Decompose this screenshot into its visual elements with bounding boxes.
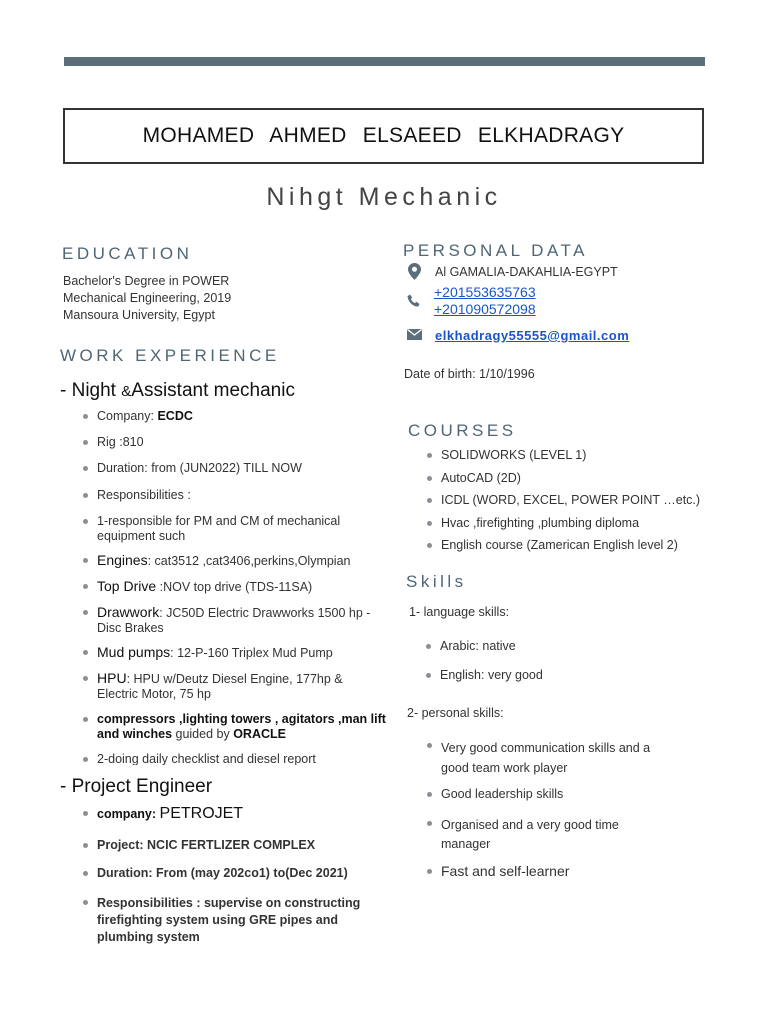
course-item: ICDL (WORD, EXCEL, POWER POINT …etc.) — [425, 493, 725, 508]
location-pin-icon — [403, 263, 425, 280]
course-item: SOLIDWORKS (LEVEL 1) — [425, 448, 725, 463]
job1-title-night: Night — [71, 380, 122, 401]
equipment-list: compressors ,lighting towers , agitators ,man lift and winches — [97, 712, 386, 741]
list-item: 2-doing daily checklist and diesel report — [81, 752, 396, 765]
list-item: 1-responsible for PM and CM of mechanical equipment such — [81, 514, 361, 544]
skill-item: Organised and a very good time manager — [425, 816, 655, 854]
course-item: English course (Zamerican English level 2) — [425, 538, 725, 553]
guided-by: guided by — [172, 727, 234, 741]
address-row — [403, 263, 618, 280]
courses-heading: COURSES — [408, 421, 517, 440]
label: Company: — [97, 409, 158, 423]
job2-dash: - — [60, 776, 72, 797]
course-item: AutoCAD (2D) — [425, 471, 725, 486]
list-item — [81, 605, 381, 636]
course-item: Hvac ,firefighting ,plumbing diploma — [425, 516, 725, 531]
list-item: Duration: From (may 202co1) to(Dec 2021) — [81, 866, 381, 881]
name-box — [63, 108, 704, 164]
job1-amp: & — [121, 383, 132, 400]
phone-link-2[interactable]: +201090572098 — [434, 301, 536, 317]
job1-title-role: Assistant mechanic — [131, 380, 295, 401]
job-title: Nihgt Mechanic — [266, 183, 502, 211]
courses-list — [425, 448, 725, 553]
list-item — [81, 645, 396, 661]
envelope-icon — [403, 329, 425, 340]
drawwork-label: Drawwork — [97, 604, 160, 620]
hpu-label: HPU — [97, 670, 127, 686]
list-item: Responsibilities : — [81, 488, 396, 503]
company-name: PETROJET — [159, 805, 244, 822]
list-item — [81, 553, 396, 569]
email-link[interactable]: elkhadragy55555@gmail.com — [435, 328, 630, 343]
date-of-birth: Date of birth: 1/10/1996 — [404, 367, 535, 381]
language-skills-title: 1- language skills: — [409, 605, 510, 619]
skill-item: Fast and self-learner — [425, 864, 675, 879]
job2-title — [60, 776, 212, 798]
job1-dash: - — [60, 380, 72, 401]
full-name: MOHAMED AHMED ELSAEED ELKHADRAGY — [142, 124, 625, 147]
list-item — [81, 409, 396, 424]
mud-value: : 12-P-160 Triplex Mud Pump — [170, 646, 333, 660]
education-line: Bachelor's Degree in POWER — [63, 274, 230, 288]
phone-icon — [403, 294, 425, 308]
list-item: Rig :810 — [81, 435, 396, 450]
drawwork-value: : JC50D Electric Drawworks 1500 hp - Disc Brakes — [97, 606, 371, 635]
work-heading: WORK EXPERIENCE — [60, 346, 280, 365]
list-item: Project: NCIC FERTLIZER COMPLEX — [81, 838, 381, 853]
skill-item: Very good communication skills and a good team work player — [425, 738, 675, 778]
email-row — [403, 328, 629, 343]
company-name: ECDC — [157, 409, 193, 423]
education-line: Mansoura University, Egypt — [63, 308, 215, 322]
personal-heading: PERSONAL DATA — [403, 241, 588, 260]
phone-link-1[interactable]: +201553635763 — [434, 284, 536, 300]
label: company: — [97, 807, 160, 821]
topdrive-value: :NOV top drive (TDS-11SA) — [156, 580, 313, 594]
header-bar — [64, 57, 705, 66]
skills-heading: Skills — [406, 572, 467, 591]
list-item — [81, 671, 361, 702]
oracle: ORACLE — [233, 727, 286, 741]
engines-label: Engines — [97, 552, 148, 568]
topdrive-label: Top Drive — [97, 578, 157, 594]
mud-label: Mud pumps — [97, 644, 171, 660]
list-item: Responsibilities : supervise on constructing firefighting system using GRE pipes and plumbing system — [81, 895, 366, 946]
education-text — [63, 273, 231, 324]
address-text: Al GAMALIA-DAKAHLIA-EGYPT — [435, 265, 618, 279]
phone-row — [403, 284, 536, 318]
personal-skills-title: 2- personal skills: — [407, 706, 504, 720]
list-item — [81, 712, 396, 742]
job2-title-role: Project Engineer — [71, 776, 213, 797]
education-line: Mechanical Engineering, 2019 — [63, 291, 232, 305]
list-item: Duration: from (JUN2022) TILL NOW — [81, 461, 396, 476]
job1-title — [60, 380, 295, 402]
skill-item: Good leadership skills — [425, 787, 675, 802]
list-item — [81, 579, 396, 595]
skill-item: English: very good — [424, 668, 724, 683]
list-item — [81, 806, 381, 822]
hpu-value: : HPU w/Deutz Diesel Engine, 177hp & Electric Motor, 75 hp — [97, 672, 343, 701]
engines-value: : cat3512 ,cat3406,perkins,Olympian — [147, 554, 351, 568]
phone-numbers — [434, 284, 536, 318]
skill-item: Arabic: native — [424, 639, 724, 654]
education-heading: EDUCATION — [62, 244, 193, 263]
